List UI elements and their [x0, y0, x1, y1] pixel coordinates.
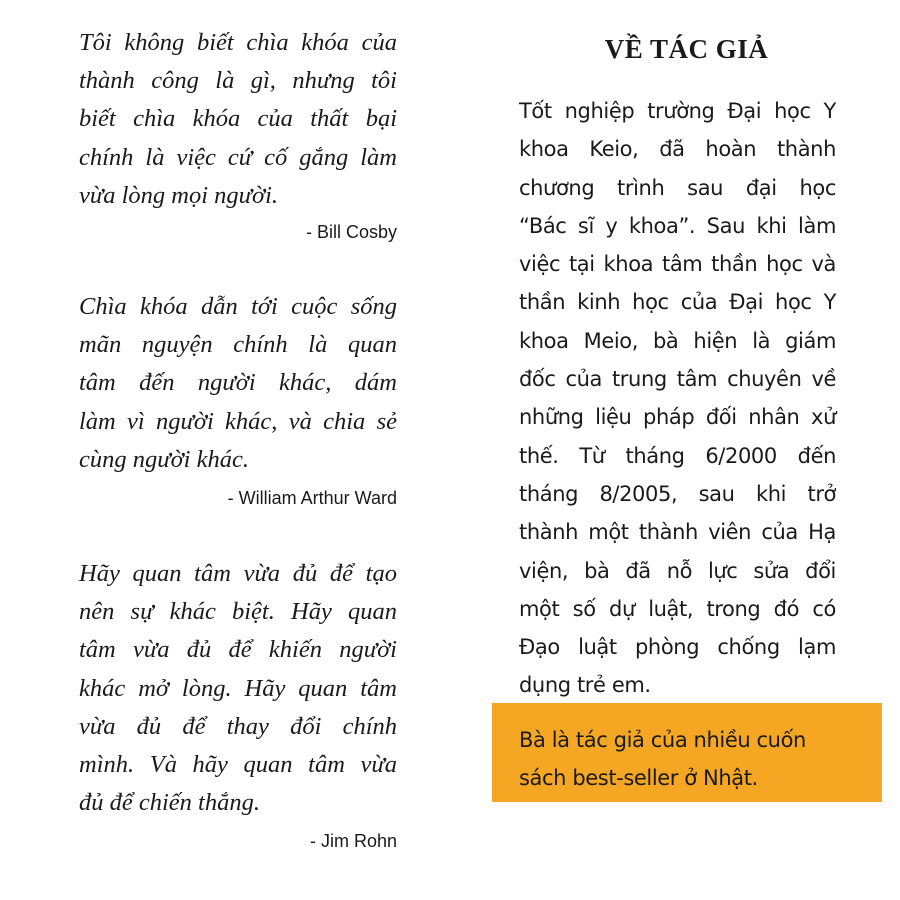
quote-william-arthur-ward: [79, 288, 397, 479]
quote-line: thành công là gì, nhưng tôi: [79, 67, 397, 95]
quote-line: mình. Và hãy quan tâm vừa: [79, 751, 397, 779]
quote-line: Hãy quan tâm vừa đủ để tạo: [79, 560, 397, 587]
bio-line: khoa Keio, đã hoàn thành: [519, 137, 836, 162]
bio-line: một số dự luật, trong đó có: [519, 596, 836, 621]
highlight-box: [492, 703, 882, 802]
quote-line: vừa đủ để thay đổi chính: [79, 712, 397, 740]
quote-line: làm vì người khác, và chia sẻ: [79, 407, 397, 435]
bio-line: những liệu pháp đối nhân xử: [519, 405, 836, 430]
quote-line: biết chìa khóa của thất bại: [79, 105, 397, 133]
quote-line: Chìa khóa dẫn tới cuộc sống: [79, 293, 397, 320]
bio-line: thành một thành viên của Hạ: [519, 520, 836, 545]
about-author-title: VỀ TÁC GIẢ: [604, 34, 769, 64]
quote-author-william-arthur-ward: - William Arthur Ward: [227, 488, 397, 508]
quote-line: vừa lòng mọi người.: [79, 181, 279, 209]
highlight-line: Bà là tác giả của nhiều cuốn: [519, 728, 806, 752]
quote-line: nên sự khác biệt. Hãy quan: [79, 598, 397, 626]
quote-jim-rohn: [79, 555, 397, 822]
quote-line: đủ để chiến thắng.: [79, 789, 260, 817]
bio-line: khoa Meio, bà hiện là giám: [519, 328, 836, 353]
bio-line: thần kinh học của Đại học Y: [519, 290, 836, 315]
quote-line: tâm vừa đủ để khiến người: [79, 636, 397, 664]
bio-line: Tốt nghiệp trường Đại học Y: [519, 99, 836, 123]
bio-line: “Bác sĩ y khoa”. Sau khi làm: [519, 213, 836, 238]
highlight-line: sách best-seller ở Nhật.: [519, 766, 758, 790]
quote-line: cùng người khác.: [79, 445, 249, 473]
quote-line: Tôi không biết chìa khóa của: [79, 29, 397, 56]
bio-line: viện, bà đã nỗ lực sửa đổi: [519, 558, 836, 583]
about-author-body: [519, 92, 836, 705]
bio-line: chương trình sau đại học: [519, 175, 836, 200]
bio-line: Đạo luật phòng chống lạm: [519, 635, 836, 660]
bio-line: việc tại khoa tâm thần học và: [519, 252, 836, 277]
bio-line: thế. Từ tháng 6/2000 đến: [519, 443, 836, 468]
quote-line: khác mở lòng. Hãy quan tâm: [79, 674, 397, 702]
quote-bill-cosby: [79, 24, 397, 215]
bio-line: dụng trẻ em.: [519, 673, 651, 698]
bio-line: tháng 8/2005, sau khi trở: [519, 481, 836, 506]
quote-line: tâm đến người khác, dám: [79, 369, 397, 397]
bio-line: đốc của trung tâm chuyên về: [519, 367, 836, 392]
quote-author-jim-rohn: - Jim Rohn: [309, 831, 397, 851]
quote-line: mãn nguyện chính là quan: [79, 331, 397, 359]
quote-line: chính là việc cứ cố gắng làm: [79, 143, 397, 171]
quote-author-bill-cosby: - Bill Cosby: [305, 222, 397, 242]
